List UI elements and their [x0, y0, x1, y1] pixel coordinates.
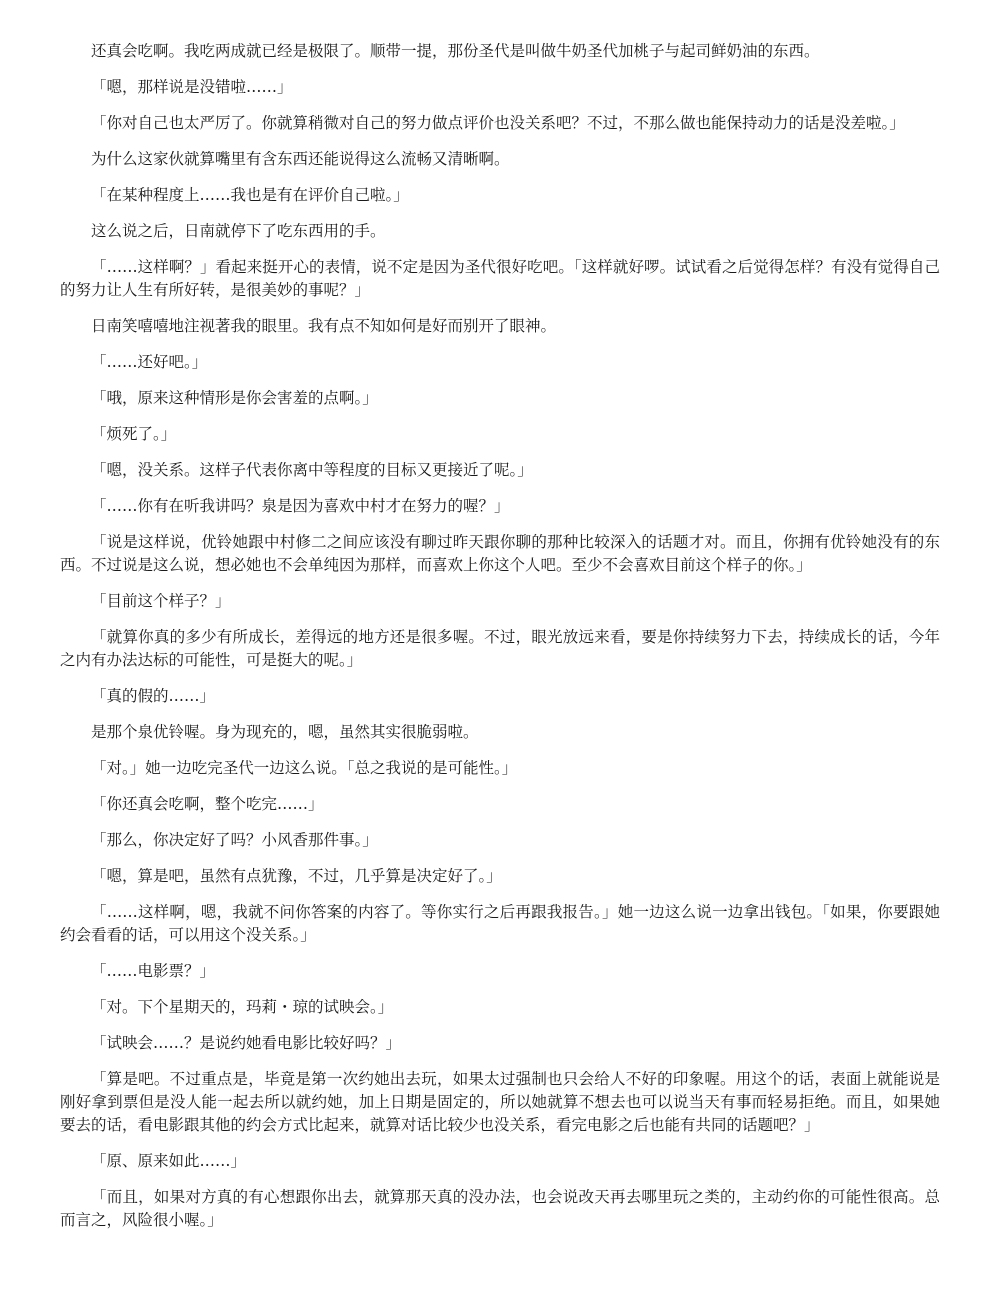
paragraph-11: 「烦死了。」	[91, 425, 177, 443]
paragraph-12: 「嗯，没关系。这样子代表你离中等程度的目标又更接近了呢。」	[91, 461, 533, 479]
paragraph-24: 「……电影票？」	[91, 962, 216, 980]
paragraph-6: 这么说之后，日南就停下了吃东西用的手。	[91, 222, 386, 240]
paragraph-25: 「对。下个星期天的，玛莉・琼的试映会。」	[91, 998, 394, 1016]
paragraph-10: 「哦，原来这种情形是你会害羞的点啊。」	[91, 389, 378, 407]
paragraph-19: 「对。」她一边吃完圣代一边这么说。「总之我说的是可能性。」	[91, 759, 518, 777]
paragraph-14: 「说是这样说，优铃她跟中村修二之间应该没有聊过昨天跟你聊的那种比较深入的话题才对。而且，你拥有优铃她没有的东西。不过说是这么说，想必她也不会单纯因为那样，而喜欢上你这个人吧。至少不会喜欢目前这个样子的你。」	[60, 533, 940, 574]
paragraph-17: 「真的假的……」	[91, 687, 216, 705]
paragraph-1: 还真会吃啊。我吃两成就已经是极限了。顺带一提，那份圣代是叫做牛奶圣代加桃子与起司鲜奶油的东西。	[91, 42, 820, 60]
paragraph-5: 「在某种程度上……我也是有在评价自己啦。」	[91, 186, 409, 204]
paragraph-22: 「嗯，算是吧，虽然有点犹豫，不过，几乎算是决定好了。」	[91, 867, 502, 885]
paragraph-21: 「那么，你决定好了吗？小风香那件事。」	[91, 831, 378, 849]
paragraph-26: 「试映会……？是说约她看电影比较好吗？」	[91, 1034, 402, 1052]
paragraph-27: 「算是吧。不过重点是，毕竟是第一次约她出去玩，如果太过强制也只会给人不好的印象喔。用这个的话，表面上就能说是刚好拿到票但是没人能一起去所以就约她，加上日期是固定的，所以她就算不想去也可以说当天有事而轻易拒绝。而且，如果她要去的话，看电影跟其他的约会方式比起来，就算对话比较少也没关系，看完电影之后也能有共同的话题吧？」	[60, 1070, 940, 1134]
paragraph-3: 「你对自己也太严厉了。你就算稍微对自己的努力做点评价也没关系吧？不过，不那么做也能保持动力的话是没差啦。」	[91, 114, 905, 132]
paragraph-20: 「你还真会吃啊，整个吃完……」	[91, 795, 324, 813]
paragraph-28: 「原、原来如此……」	[91, 1152, 247, 1170]
paragraph-29: 「而且，如果对方真的有心想跟你出去，就算那天真的没办法，也会说改天再去哪里玩之类的，主动约你的可能性很高。总而言之，风险很小喔。」	[60, 1188, 940, 1229]
paragraph-7: 「……这样啊？」看起来挺开心的表情，说不定是因为圣代很好吃吧。「这样就好啰。试试看之后觉得怎样？有没有觉得自己的努力让人生有所好转，是很美妙的事呢？」	[60, 258, 940, 299]
paragraph-9: 「……还好吧。」	[91, 353, 208, 371]
paragraph-16: 「就算你真的多少有所成长，差得远的地方还是很多喔。不过，眼光放远来看，要是你持续努力下去，持续成长的话，今年之内有办法达标的可能性，可是挺大的呢。」	[60, 628, 940, 669]
paragraph-2: 「嗯，那样说是没错啦……」	[91, 78, 293, 96]
paragraph-8: 日南笑嘻嘻地注视著我的眼里。我有点不知如何是好而别开了眼神。	[91, 317, 557, 335]
paragraph-15: 「目前这个样子？」	[91, 592, 231, 610]
paragraph-23: 「……这样啊，嗯，我就不问你答案的内容了。等你实行之后再跟我报告。」她一边这么说一边拿出钱包。「如果，你要跟她约会看看的话，可以用这个没关系。」	[60, 903, 940, 944]
paragraph-18: 是那个泉优铃喔。身为现充的，嗯，虽然其实很脆弱啦。	[91, 723, 479, 741]
paragraph-13: 「……你有在听我讲吗？泉是因为喜欢中村才在努力的喔？」	[91, 497, 510, 515]
paragraph-4: 为什么这家伙就算嘴里有含东西还能说得这么流畅又清晰啊。	[91, 150, 510, 168]
